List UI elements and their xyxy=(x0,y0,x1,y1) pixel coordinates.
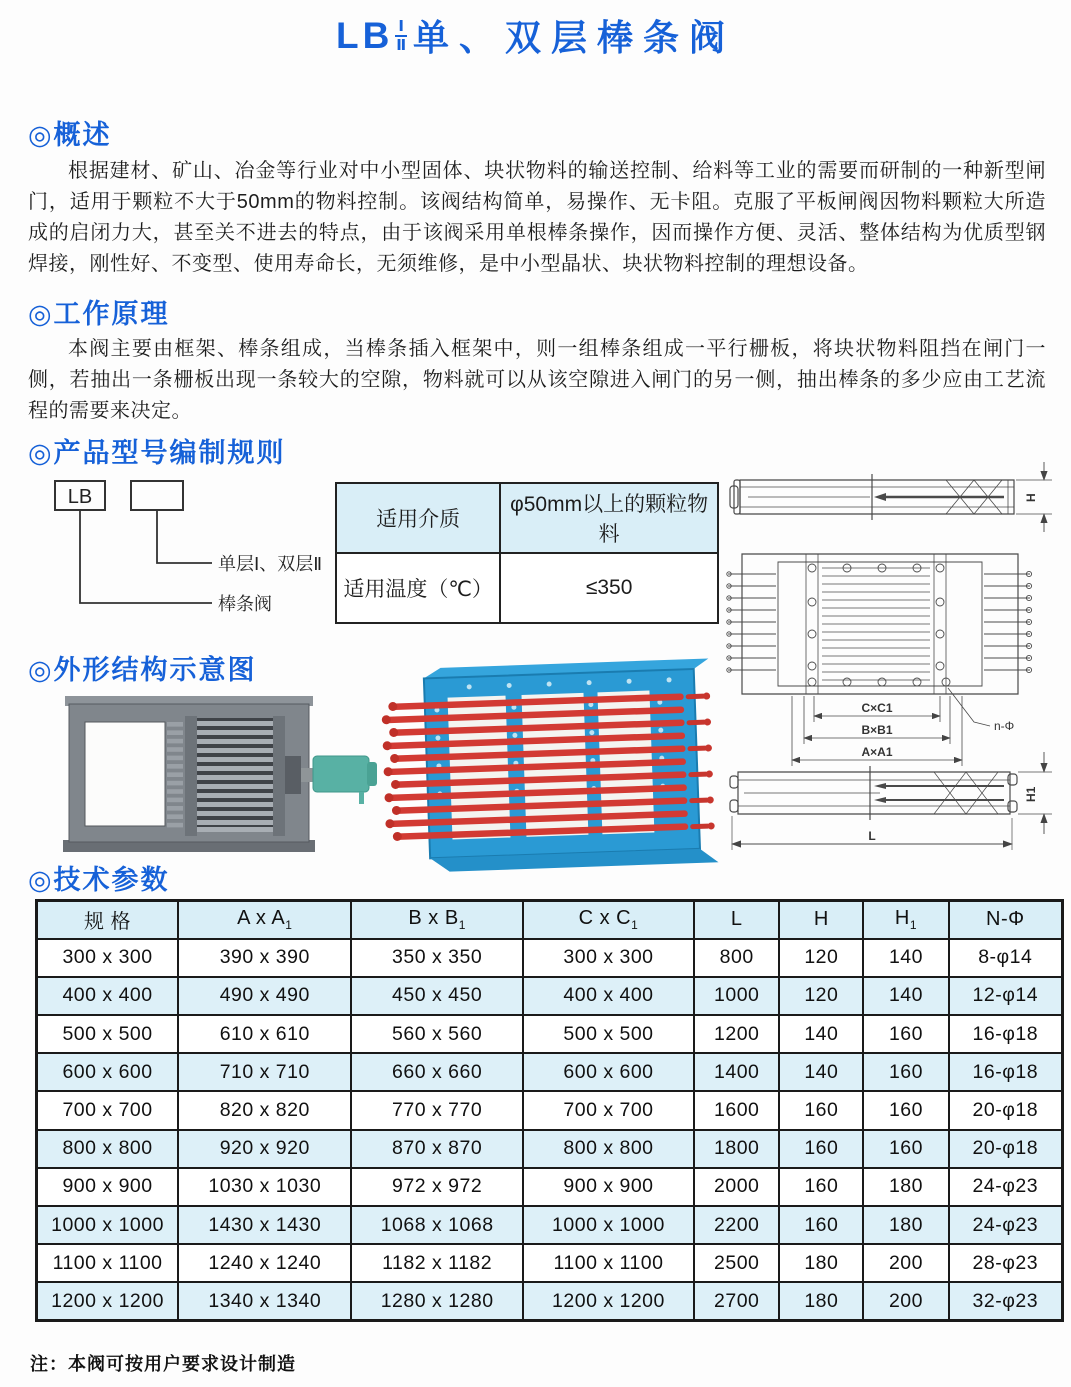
parameters-table-cell: 24-φ23 xyxy=(949,1168,1063,1206)
parameters-table-cell: 1030 x 1030 xyxy=(178,1168,351,1206)
parameters-table-cell: 700 x 700 xyxy=(37,1091,179,1129)
parameters-table-cell: 400 x 400 xyxy=(523,977,694,1015)
spec-value-cell: ≤350 xyxy=(500,553,718,623)
parameters-table-cell: 1200 x 1200 xyxy=(523,1282,694,1320)
parameters-table-cell: 1400 xyxy=(694,1053,779,1091)
bottom-side-view xyxy=(730,752,1052,850)
plan-view xyxy=(727,554,1032,694)
parameters-table-cell: 390 x 390 xyxy=(178,939,351,977)
parameters-table-row xyxy=(37,1053,1063,1091)
parameters-table-cell: 450 x 450 xyxy=(351,977,522,1015)
parameters-table-cell: 600 x 600 xyxy=(37,1053,179,1091)
parameters-table-cell: 660 x 660 xyxy=(351,1053,522,1091)
parameters-table-cell: 180 xyxy=(779,1244,863,1282)
model-box-layer xyxy=(131,481,183,510)
parameters-header-cell: 规 格 xyxy=(37,901,179,939)
actuator-end-cap xyxy=(367,762,377,786)
heading-structure: ◎外形结构示意图 xyxy=(28,655,257,685)
parameters-table-head xyxy=(37,901,1063,939)
parameters-table-cell: 16-φ18 xyxy=(949,1015,1063,1053)
gray-valve-photo xyxy=(55,690,387,864)
parameters-table-cell: 900 x 900 xyxy=(523,1168,694,1206)
right-rod-stubs xyxy=(984,571,1032,672)
title-product-name: 单、双层棒条阀 xyxy=(412,17,735,58)
parameters-table-cell: 1600 xyxy=(694,1091,779,1129)
parameters-table-cell: 920 x 920 xyxy=(178,1130,351,1168)
parameters-table-cell: 1100 x 1100 xyxy=(523,1244,694,1282)
spec-value-cell: φ50mm以上的颗粒物料 xyxy=(500,483,718,553)
parameters-table-cell: 1200 xyxy=(694,1015,779,1053)
parameters-table-cell: 120 xyxy=(779,939,863,977)
application-spec-table xyxy=(335,482,719,624)
dim-nphi-label: n-Φ xyxy=(994,719,1015,733)
parameters-table-cell: 1340 x 1340 xyxy=(178,1282,351,1320)
layer-label: 单层Ⅰ、双层Ⅱ xyxy=(218,554,323,574)
top-side-view xyxy=(730,462,1052,532)
parameters-table-cell: 2500 xyxy=(694,1244,779,1282)
valve-label: 棒条阀 xyxy=(218,594,272,614)
parameters-table-row xyxy=(37,1091,1063,1129)
parameters-header-cell: $H_1$ xyxy=(863,901,948,939)
heading-parameters: ◎技术参数 xyxy=(28,865,170,895)
parameters-table-cell: 16-φ18 xyxy=(949,1053,1063,1091)
parameters-table-cell: 28-φ23 xyxy=(949,1244,1063,1282)
parameters-table-cell: 710 x 710 xyxy=(178,1053,351,1091)
parameters-table-cell: 140 xyxy=(863,977,948,1015)
parameters-table-cell: 400 x 400 xyxy=(37,977,179,1015)
parameters-table-cell: 820 x 820 xyxy=(178,1091,351,1129)
parameters-table-cell: 1200 x 1200 xyxy=(37,1282,179,1320)
parameters-table-cell: 560 x 560 xyxy=(351,1015,522,1053)
parameters-table-cell: 1240 x 1240 xyxy=(178,1244,351,1282)
parameters-table-row xyxy=(37,1282,1063,1320)
heading-principle: ◎工作原理 xyxy=(28,299,170,329)
parameters-table-cell: 160 xyxy=(779,1168,863,1206)
parameters-table-cell: 770 x 770 xyxy=(351,1091,522,1129)
actuator-pipe xyxy=(359,792,364,804)
parameters-table-cell: 8-φ14 xyxy=(949,939,1063,977)
parameters-table-row xyxy=(37,1206,1063,1244)
parameters-table-cell: 600 x 600 xyxy=(523,1053,694,1091)
parameters-table-cell: 160 xyxy=(779,1206,863,1244)
principle-paragraph: 本阀主要由框架、棒条组成，当棒条插入框架中，则一组棒条组成一平行栅板，将块状物料阻挡在闸门一侧，若抽出一条栅板出现一条较大的空隙，物料就可以从该空隙进入闸门的另一侧，抽出棒条的多少应由工艺流程的需要来决定。 xyxy=(28,338,1046,422)
parameters-header-cell: C x $C_1$ xyxy=(523,901,694,939)
heading-overview: ◎概述 xyxy=(28,120,112,150)
parameters-table-cell: 800 x 800 xyxy=(37,1130,179,1168)
page-title xyxy=(0,10,1071,61)
parameters-table-cell: 500 x 500 xyxy=(37,1015,179,1053)
title-model-code: LB xyxy=(336,14,394,56)
leader-line-layer xyxy=(157,510,212,563)
parameters-header-row xyxy=(37,901,1063,939)
parameters-header-cell: L xyxy=(694,901,779,939)
title-layer-fraction xyxy=(395,19,407,53)
parameters-table-cell: 2200 xyxy=(694,1206,779,1244)
parameters-table-cell: 870 x 870 xyxy=(351,1130,522,1168)
spec-label-cell: 适用温度（℃） xyxy=(336,553,500,623)
dim-h1-label: H1 xyxy=(1024,786,1038,802)
parameters-table-cell: 2700 xyxy=(694,1282,779,1320)
parameters-table-cell: 1100 x 1100 xyxy=(37,1244,179,1282)
parameters-table-row xyxy=(37,1168,1063,1206)
parameters-header-cell: N-Φ xyxy=(949,901,1063,939)
valve-mid-post-left xyxy=(185,716,197,836)
model-box-lb-label: LB xyxy=(67,486,93,508)
dim-c-label: C×C1 xyxy=(861,701,893,715)
overview-paragraph: 根据建材、矿山、冶金等行业对中小型固体、块状物料的输送控制、给料等工业的需要而研制的一种新型闸门，适用于颗粒不大于50mm的物料控制。该阀结构简单，易操作、无卡阻。克服了平板闸阀因物料颗粒大所造成的启闭力大，甚至关不进去的特点，由于该阀采用单根棒条操作，因而操作方便、灵活、整体结构为优质型钢焊接，刚性好、不变型、使用寿命长，无须维修，是中小型晶状、块状物料控制的理想设备。 xyxy=(28,160,1046,275)
parameters-table-row xyxy=(37,1015,1063,1053)
parameters-table-row xyxy=(37,1244,1063,1282)
left-rod-stubs xyxy=(727,572,776,672)
parameters-table-cell: 160 xyxy=(863,1130,948,1168)
parameters-table-cell: 160 xyxy=(863,1053,948,1091)
spec-label-cell: 适用介质 xyxy=(336,483,500,553)
parameters-table-cell: 800 x 800 xyxy=(523,1130,694,1168)
parameters-table-cell: 140 xyxy=(863,939,948,977)
parameters-table-cell: 120 xyxy=(779,977,863,1015)
parameters-table-cell: 1430 x 1430 xyxy=(178,1206,351,1244)
spec-table-row xyxy=(336,553,718,623)
parameters-table-cell: 180 xyxy=(863,1206,948,1244)
model-code-diagram xyxy=(40,473,336,645)
title-fraction-top: Ⅰ xyxy=(395,19,407,37)
parameters-table-cell: 1280 x 1280 xyxy=(351,1282,522,1320)
technical-drawing xyxy=(722,450,1071,880)
valve-left-opening xyxy=(85,722,165,826)
parameters-header-cell: H xyxy=(779,901,863,939)
parameters-table-row xyxy=(37,1130,1063,1168)
parameters-table-row xyxy=(37,939,1063,977)
parameters-header-cell: B x $B_1$ xyxy=(351,901,522,939)
parameters-table-body xyxy=(37,939,1063,1321)
heading-model-rule: ◎产品型号编制规则 xyxy=(28,438,286,468)
actuator-cylinder xyxy=(313,756,369,792)
parameters-table-cell: 610 x 610 xyxy=(178,1015,351,1053)
parameters-table-cell: 200 xyxy=(863,1244,948,1282)
parameters-table-cell: 972 x 972 xyxy=(351,1168,522,1206)
parameters-table-cell: 160 xyxy=(863,1015,948,1053)
parameters-table-cell: 900 x 900 xyxy=(37,1168,179,1206)
dim-a-label: A×A1 xyxy=(861,745,893,759)
parameters-table-row xyxy=(37,977,1063,1015)
parameters-table-cell: 140 xyxy=(779,1015,863,1053)
parameters-table-cell: 1182 x 1182 xyxy=(351,1244,522,1282)
parameters-table-cell: 1068 x 1068 xyxy=(351,1206,522,1244)
spec-table-row xyxy=(336,483,718,553)
parameters-table-cell: 12-φ14 xyxy=(949,977,1063,1015)
parameters-table-cell: 300 x 300 xyxy=(523,939,694,977)
parameters-table-cell: 20-φ18 xyxy=(949,1091,1063,1129)
parameters-header-cell: A x $A_1$ xyxy=(178,901,351,939)
application-spec-table-body xyxy=(336,483,718,623)
parameters-table-cell: 32-φ23 xyxy=(949,1282,1063,1320)
blue-valve-photo xyxy=(378,646,726,886)
technical-parameters-table xyxy=(35,899,1064,1322)
parameters-table-cell: 180 xyxy=(863,1168,948,1206)
dim-b-label: B×B1 xyxy=(861,723,893,737)
parameters-table-cell: 200 xyxy=(863,1282,948,1320)
valve-mid-post-right xyxy=(273,716,285,836)
leader-line-valve xyxy=(80,510,212,603)
parameters-table-cell: 20-φ18 xyxy=(949,1130,1063,1168)
parameters-table-cell: 300 x 300 xyxy=(37,939,179,977)
parameters-table-cell: 160 xyxy=(779,1130,863,1168)
parameters-table-cell: 500 x 500 xyxy=(523,1015,694,1053)
dim-h-label: H xyxy=(1024,493,1038,502)
parameters-table-cell: 160 xyxy=(863,1091,948,1129)
parameters-table-cell: 800 xyxy=(694,939,779,977)
parameters-table-cell: 24-φ23 xyxy=(949,1206,1063,1244)
parameters-table-cell: 490 x 490 xyxy=(178,977,351,1015)
footer-note: 注：本阀可按用户要求设计制造 xyxy=(30,1354,296,1374)
parameters-table-cell: 2000 xyxy=(694,1168,779,1206)
dim-l-label: L xyxy=(868,829,876,843)
parameters-table-cell: 700 x 700 xyxy=(523,1091,694,1129)
parameters-table-cell: 160 xyxy=(779,1091,863,1129)
parameters-table-cell: 140 xyxy=(779,1053,863,1091)
parameters-table-cell: 1000 x 1000 xyxy=(523,1206,694,1244)
title-fraction-bottom: Ⅱ xyxy=(396,36,407,54)
parameters-table-cell: 1000 xyxy=(694,977,779,1015)
parameters-table-cell: 350 x 350 xyxy=(351,939,522,977)
parameters-table-cell: 180 xyxy=(779,1282,863,1320)
parameters-table-cell: 1800 xyxy=(694,1130,779,1168)
parameters-table-cell: 1000 x 1000 xyxy=(37,1206,179,1244)
